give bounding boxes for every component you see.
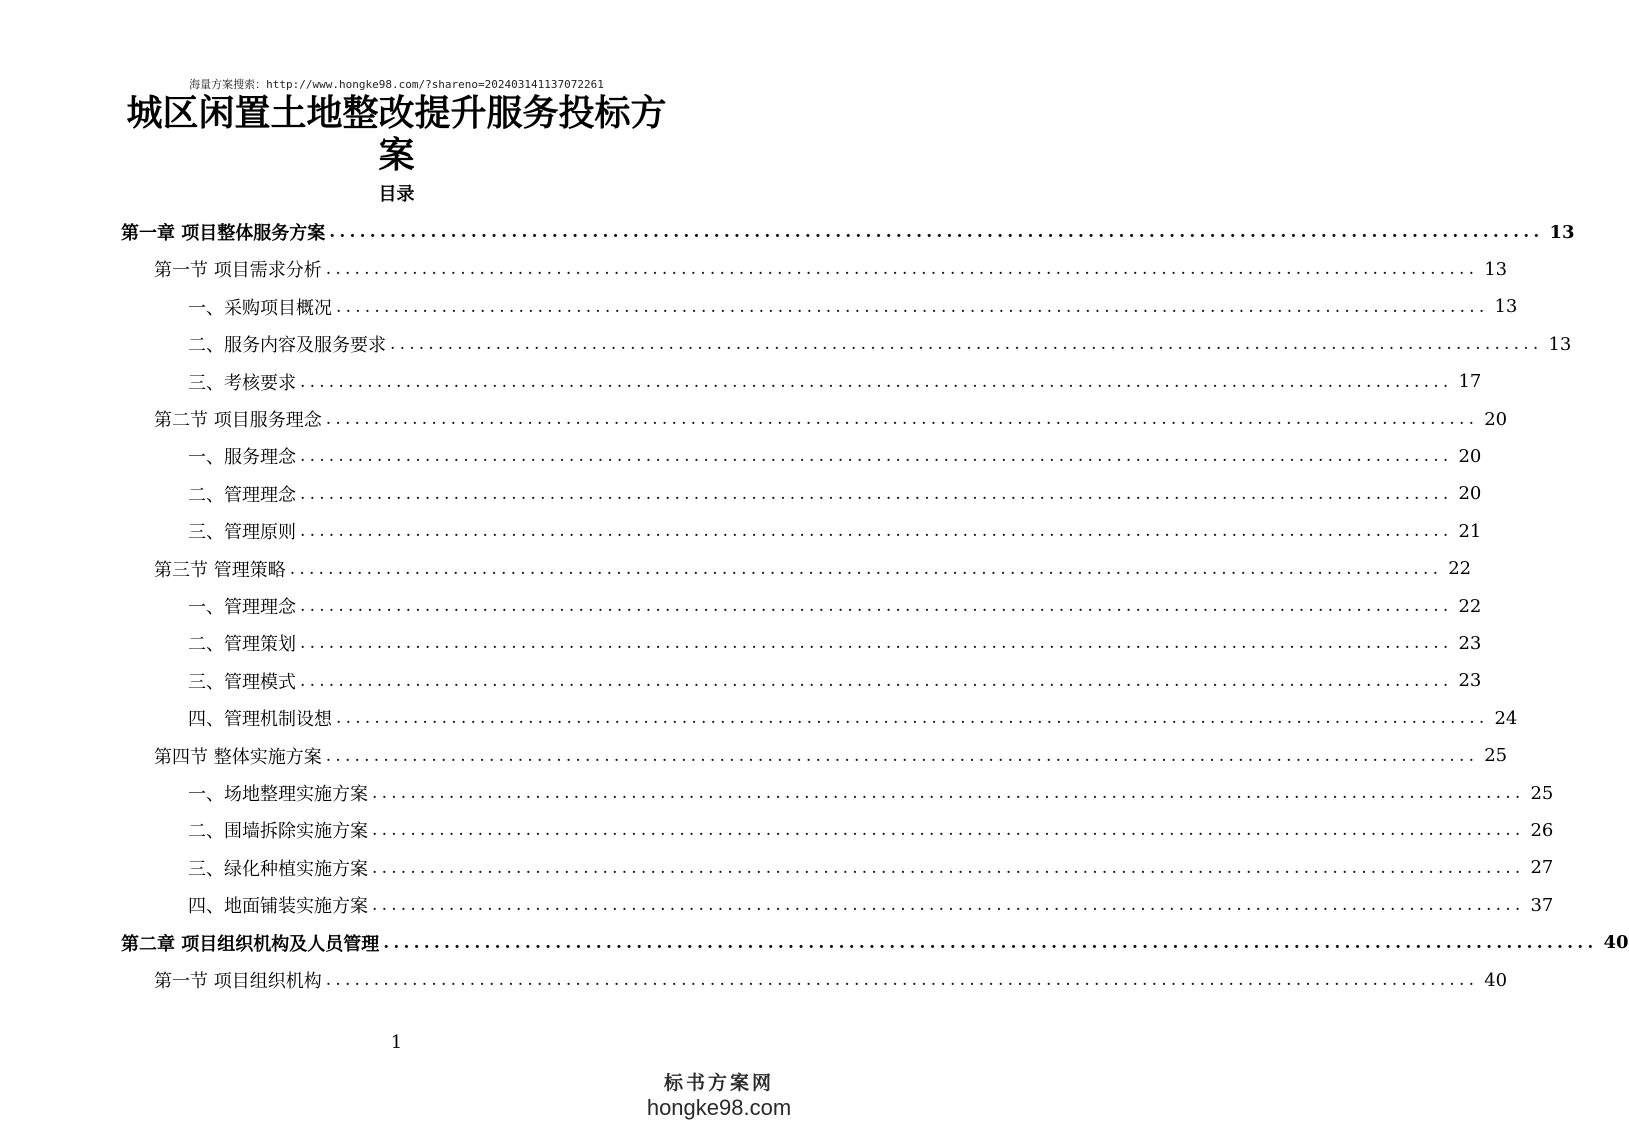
toc-entry[interactable]: [0, 738, 1508, 774]
toc-entry-page: 23: [1458, 670, 1482, 692]
toc-entry-page: 20: [1458, 483, 1482, 505]
toc-entry-label: 第四节 整体实施方案: [154, 746, 322, 768]
toc-dot-leader: ........................................................................................................................: [336, 296, 1489, 317]
toc-entry[interactable]: [0, 925, 1629, 961]
toc-entry-label: 三、管理原则: [188, 522, 296, 544]
toc-entry[interactable]: [0, 887, 1554, 923]
toc-entry-label: 第一节 项目组织机构: [154, 971, 322, 992]
toc-heading: 目录: [378, 184, 415, 205]
toc-entry[interactable]: [0, 962, 1508, 998]
toc-entry-label: 三、管理模式: [188, 671, 296, 693]
toc-entry-page: 17: [1458, 371, 1482, 393]
toc-entry-page: 20: [1458, 445, 1482, 467]
toc-entry-label: 一、管理理念: [188, 597, 296, 618]
toc-dot-leader: ........................................................................................................................: [372, 895, 1525, 916]
toc-entry-label: 二、管理策划: [188, 634, 296, 656]
toc-entry-label: 二、围墙拆除实施方案: [188, 821, 368, 843]
toc-entry-page: 25: [1484, 745, 1508, 767]
toc-entry-page: 22: [1448, 558, 1472, 580]
toc-entry-label: 四、地面铺装实施方案: [188, 896, 368, 918]
toc-entry-label: 二、管理理念: [188, 484, 296, 506]
toc-dot-leader: ........................................................................................................................: [329, 222, 1544, 242]
toc-dot-leader: ........................................................................................................................: [325, 970, 1479, 990]
toc-entry[interactable]: [0, 513, 1482, 549]
toc-entry-label: 一、服务理念: [188, 447, 296, 469]
toc-entry-label: 三、考核要求: [188, 372, 296, 394]
toc-entry[interactable]: [0, 326, 1572, 362]
toc-entry-page: 22: [1458, 595, 1482, 617]
toc-dot-leader: ........................................................................................................................: [300, 371, 1453, 392]
watermark-logo: [645, 1068, 793, 1121]
toc-entry-page: 27: [1530, 857, 1554, 879]
toc-dot-leader: ........................................................................................................................: [300, 446, 1453, 467]
header-url: 海量方案搜索：http://www.hongke98.com/?shareno=202403141137072261: [189, 78, 604, 91]
toc-dot-leader: ........................................................................................................................: [372, 820, 1525, 841]
toc-dot-leader: ........................................................................................................................: [372, 783, 1525, 803]
toc-entry[interactable]: [0, 251, 1508, 287]
toc-entry-label: 四、管理机制设想: [188, 709, 332, 731]
toc-dot-leader: ........................................................................................................................: [325, 259, 1479, 280]
toc-dot-leader: ........................................................................................................................: [289, 558, 1443, 579]
toc-dot-leader: ........................................................................................................................: [300, 521, 1453, 542]
toc-entry-page: 26: [1530, 819, 1554, 841]
toc-entry-label: 三、绿化种植实施方案: [188, 858, 368, 880]
toc-entry[interactable]: [0, 588, 1482, 624]
toc-dot-leader: ........................................................................................................................: [300, 483, 1453, 504]
toc-dot-leader: ........................................................................................................................: [300, 670, 1453, 691]
toc-entry-label: 第三节 管理策略: [154, 559, 286, 581]
page-number: 1: [390, 1032, 403, 1053]
toc-entry[interactable]: [0, 850, 1554, 886]
toc-entry-page: 20: [1484, 408, 1508, 430]
toc-entry[interactable]: [0, 700, 1518, 736]
watermark-brand-cn: 标书方案网: [663, 1072, 774, 1094]
toc-entry[interactable]: [0, 401, 1508, 437]
toc-entry-page: 21: [1458, 520, 1482, 542]
toc-entry-label: 二、服务内容及服务要求: [188, 335, 386, 357]
toc-entry-label: 一、采购项目概况: [188, 297, 332, 319]
toc-entry-page: 13: [1494, 296, 1518, 318]
toc-entry-label: 一、场地整理实施方案: [188, 784, 368, 805]
document-title: 城区闲置土地整改提升服务投标方案: [126, 92, 667, 176]
toc-entry[interactable]: [0, 663, 1482, 699]
toc-entry[interactable]: [0, 476, 1482, 512]
toc-dot-leader: ........................................................................................................................: [383, 932, 1598, 953]
toc-entry[interactable]: [0, 438, 1482, 474]
toc-dot-leader: ........................................................................................................................: [325, 409, 1479, 429]
toc-entry[interactable]: [0, 289, 1518, 325]
toc-entry-page: 13: [1548, 333, 1572, 355]
toc-dot-leader: ........................................................................................................................: [300, 633, 1453, 654]
toc-dot-leader: ........................................................................................................................: [336, 708, 1489, 729]
toc-dot-leader: ........................................................................................................................: [325, 745, 1479, 766]
toc-dot-leader: ........................................................................................................................: [372, 857, 1525, 878]
toc-entry-page: 40: [1484, 969, 1508, 991]
toc-entry[interactable]: [0, 364, 1482, 400]
toc-dot-leader: ........................................................................................................................: [390, 334, 1543, 355]
toc-entry-label: 第一节 项目需求分析: [154, 260, 322, 282]
toc-entry[interactable]: [0, 812, 1554, 848]
toc-entry-page: 37: [1530, 894, 1554, 916]
toc-entry-page: 23: [1458, 632, 1482, 654]
toc-entry-page: 24: [1494, 707, 1518, 729]
toc-entry[interactable]: [0, 625, 1482, 661]
toc-entry-label: 第一章 项目整体服务方案: [121, 223, 326, 244]
toc-dot-leader: ........................................................................................................................: [300, 596, 1453, 616]
toc-entry[interactable]: [0, 214, 1575, 250]
watermark-brand-domain: hongke98.com: [646, 1095, 792, 1120]
toc-entry-label: 第二章 项目组织机构及人员管理: [121, 933, 380, 955]
toc-entry-page: 25: [1530, 782, 1554, 804]
toc-entry[interactable]: [0, 551, 1472, 587]
toc-entry-label: 第二节 项目服务理念: [154, 410, 322, 431]
toc-entry-page: 40: [1603, 932, 1629, 954]
toc-entry-page: 13: [1484, 258, 1508, 280]
toc-entry[interactable]: [0, 775, 1554, 811]
toc-entry-page: 13: [1549, 221, 1575, 243]
